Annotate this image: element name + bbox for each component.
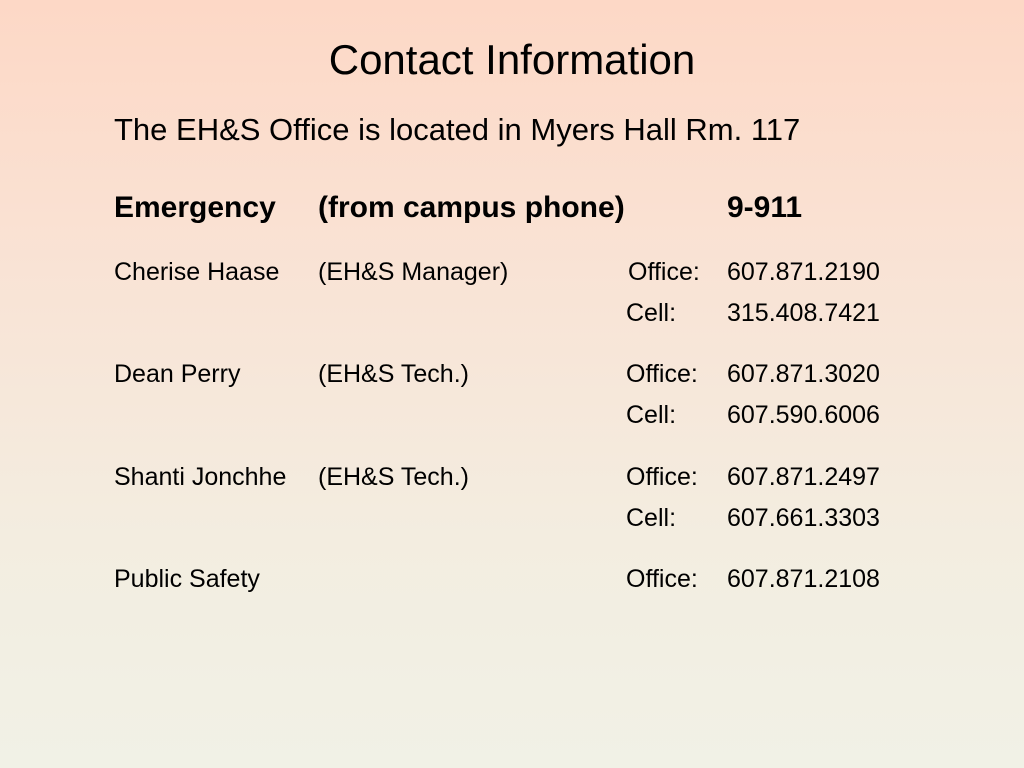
phone-number-office: 607.871.2190: [727, 258, 880, 286]
contact-role: (EH&S Manager): [318, 258, 509, 286]
contact-name: Shanti Jonchhe: [114, 463, 287, 491]
contact-role: (EH&S Tech.): [318, 463, 469, 491]
contact-name: Dean Perry: [114, 360, 241, 388]
phone-label-office: Office:: [626, 463, 698, 491]
phone-number-cell: 315.408.7421: [727, 299, 880, 327]
phone-label-cell: Cell:: [626, 299, 677, 327]
contact-name: Public Safety: [114, 565, 260, 593]
phone-label-office: Office:: [626, 360, 698, 388]
phone-label-cell: Cell:: [626, 504, 677, 532]
phone-number-office: 607.871.3020: [727, 360, 880, 388]
phone-number-cell: 607.661.3303: [727, 504, 880, 532]
emergency-note: (from campus phone): [318, 191, 625, 224]
phone-number-cell: 607.590.6006: [727, 401, 880, 429]
emergency-label: Emergency: [114, 191, 276, 224]
phone-label-cell: Cell:: [626, 401, 677, 429]
contact-role: (EH&S Tech.): [318, 360, 469, 388]
phone-label-office: Office:: [628, 258, 700, 286]
office-location-text: The EH&S Office is located in Myers Hall Rm. 117: [114, 112, 801, 147]
phone-label-office: Office:: [626, 565, 698, 593]
slide-title: Contact Information: [328, 36, 696, 83]
emergency-number: 9-911: [727, 191, 803, 224]
phone-number-office: 607.871.2497: [727, 463, 880, 491]
phone-number-office: 607.871.2108: [727, 565, 880, 593]
contact-name: Cherise Haase: [114, 258, 280, 286]
